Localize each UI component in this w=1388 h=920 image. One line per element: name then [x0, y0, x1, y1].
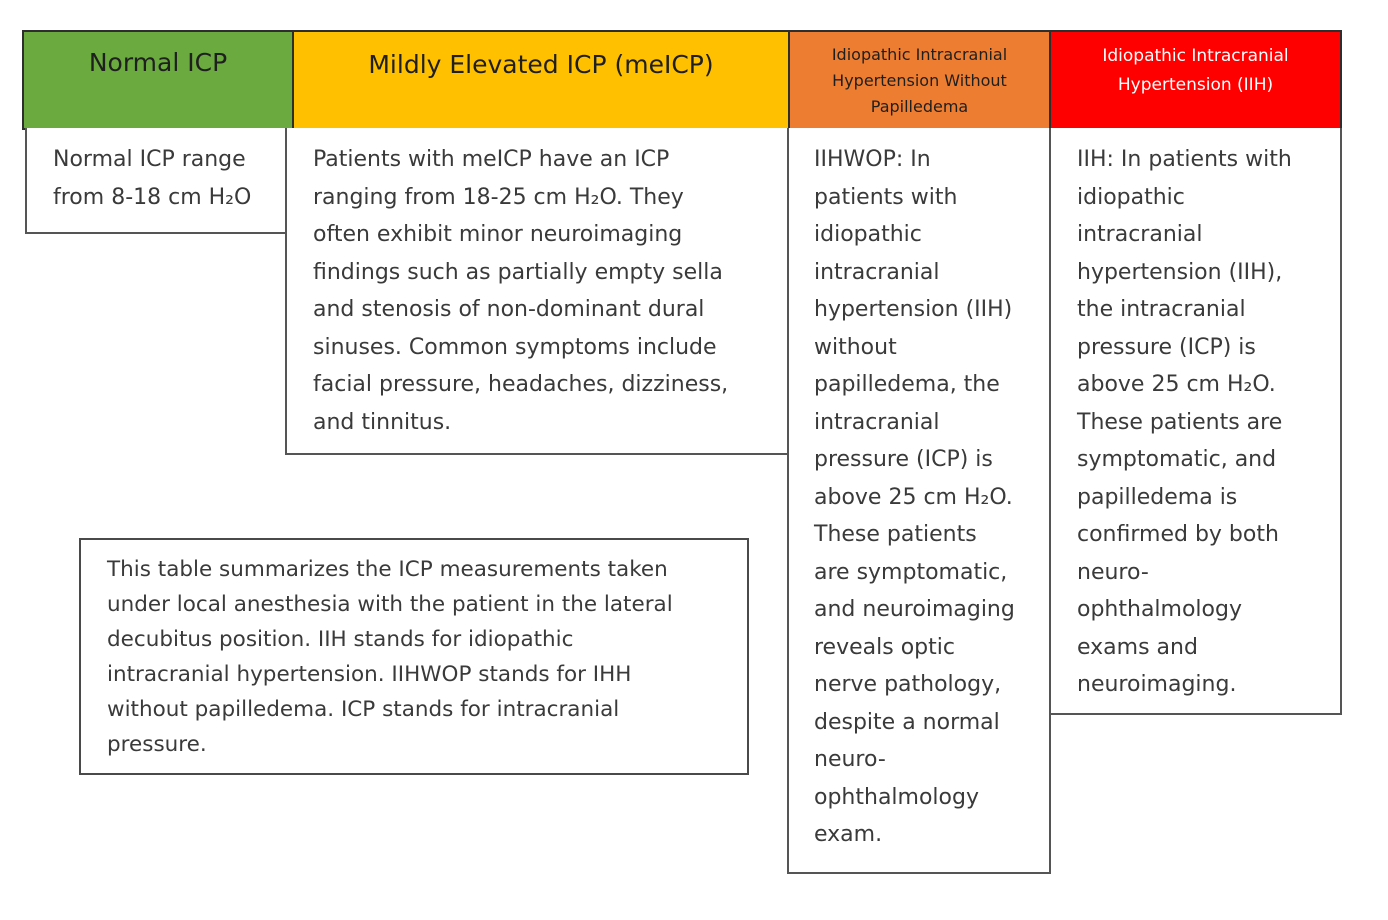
cell-iih-without-papilledema — [787, 128, 1051, 874]
cell-iih — [1049, 128, 1342, 715]
cell-normal-icp — [25, 128, 288, 234]
header-mildly-elevated-icp-label: Mildly Elevated ICP (meICP) — [368, 50, 714, 79]
cell-mildly-elevated-icp — [285, 128, 789, 455]
header-iih-without-papilledema-label: Idiopathic Intracranial Hypertension Without Papilledema — [831, 45, 1008, 116]
cell-normal-icp-text: Normal ICP range from 8-18 cm H₂O — [53, 147, 252, 210]
header-iih-without-papilledema — [788, 30, 1051, 130]
header-normal-icp-label: Normal ICP — [88, 48, 228, 77]
cell-iih-without-papilledema-text: IIHWOP: In patients with idiopathic intracranial hypertension (IIH) without papilledema, the intracranial pressure (ICP) is above 25 cm H₂O. These patients are symptomatic, and neuroimaging reveals optic nerve pathology, despite a normal neuro- ophthalmology exam. — [814, 147, 1015, 847]
table-caption — [79, 538, 749, 775]
cell-mildly-elevated-icp-text: Patients with meICP have an ICP ranging from 18-25 cm H₂O. They often exhibit minor neuroimaging findings such as partially empty sella and stenosis of non-dominant dural sinuses. Common symptoms include facial pressure, headaches, dizziness, and tinnitus. — [313, 147, 729, 435]
table-caption-text: This table summarizes the ICP measurements taken under local anesthesia with the patient in the lateral decubitus position. IIH stands for idiopathic intracranial hypertension. IIHWOP stands for IHH without papilledema. ICP stands for intracranial pressure. — [107, 557, 673, 757]
header-normal-icp — [22, 30, 294, 130]
cell-iih-text: IIH: In patients with idiopathic intracranial hypertension (IIH), the intracranial pressure (ICP) is above 25 cm H₂O. These patients are symptomatic, and papilledema is confirmed by both neuro- ophthalmology exams and neuroimaging. — [1077, 147, 1292, 697]
header-iih — [1049, 30, 1342, 130]
header-mildly-elevated-icp — [292, 30, 790, 130]
header-iih-label: Idiopathic Intracranial Hypertension (IIH) — [1102, 46, 1289, 95]
